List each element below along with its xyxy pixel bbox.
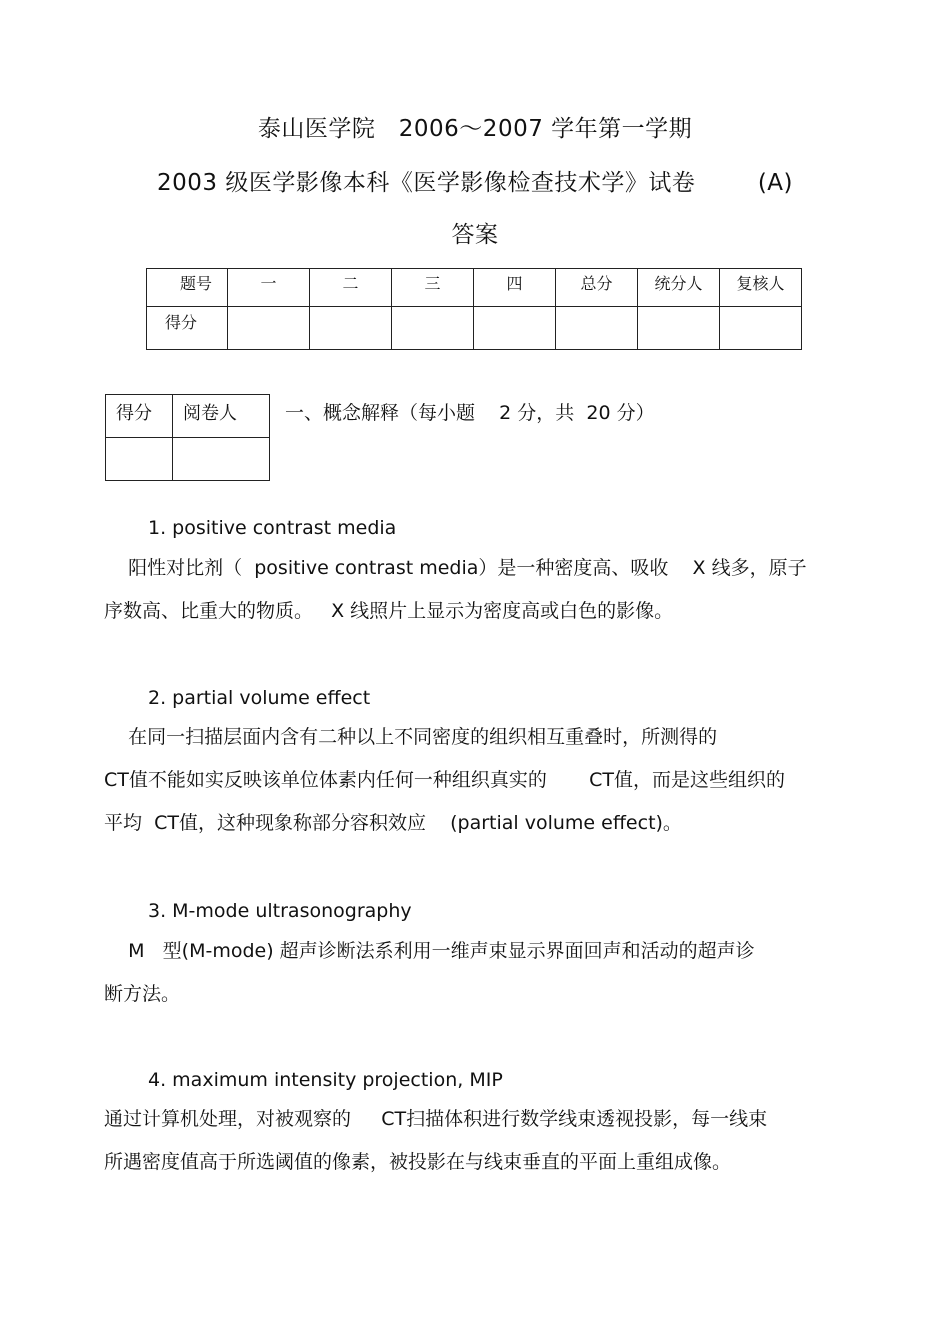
definition-line: 序数高、比重大的物质。 X 线照片上显示为密度高或白色的影像。 [104,600,674,622]
title-line-3: 答案 [451,222,499,248]
definition-line: 平均 CT值，这种现象称部分容积效应 (partial volume effect)。 [104,812,682,834]
item-term: 4. maximum intensity projection, MIP [148,1069,503,1091]
item-definition [104,1098,844,1184]
grader-score-label: 得分 [106,395,173,438]
score-cell [474,307,556,350]
item-term: 3. M-mode ultrasonography [148,900,412,922]
item-definition [104,930,844,1016]
score-header-cell: 三 [392,269,474,307]
definition-line: M 型(M-mode) 超声诊断法系利用一维声束显示界面回声和活动的超声诊 [104,940,755,962]
score-header-cell: 一 [228,269,310,307]
score-table-header-row [147,269,802,307]
score-header-cell: 统分人 [638,269,720,307]
score-cell [310,307,392,350]
score-cell [720,307,802,350]
item-term: 2. partial volume effect [148,687,371,709]
item-definition [104,716,844,845]
score-cell [556,307,638,350]
grader-score-cell [106,438,173,481]
score-cell [638,307,720,350]
score-table [146,268,802,350]
score-header-cell: 四 [474,269,556,307]
definition-line: CT值不能如实反映该单位体素内任何一种组织真实的 CT值，而是这些组织的 [104,769,786,791]
definition-line: 阳性对比剂（ positive contrast media）是一种密度高、吸收 X 线多，原子 [104,557,807,579]
score-header-cell: 二 [310,269,392,307]
score-cell [228,307,310,350]
definition-line: 通过计算机处理，对被观察的 CT扫描体积进行数学线束透视投影，每一线束 [104,1108,768,1130]
section-heading: 一、概念解释（每小题 2 分，共 20 分） [285,402,655,424]
item-term: 1. positive contrast media [148,517,397,539]
score-header-cell: 复核人 [720,269,802,307]
score-header-cell: 题号 [147,269,228,307]
title-line-1: 泰山医学院 2006～2007 学年第一学期 [257,116,693,142]
definition-line: 所遇密度值高于所选阈值的像素，被投影在与线束垂直的平面上重组成像。 [104,1151,732,1173]
grader-box [105,394,270,481]
score-cell [392,307,474,350]
item-definition [104,547,844,633]
score-table-score-row [147,307,802,350]
score-header-cell: 总分 [556,269,638,307]
grader-name-cell [173,438,270,481]
definition-line: 在同一扫描层面内含有二种以上不同密度的组织相互重叠时，所测得的 [104,726,718,748]
title-line-2: 2003 级医学影像本科《医学影像检查技术学》试卷 (A) [156,170,793,196]
grader-name-label: 阅卷人 [173,395,270,438]
score-row-label: 得分 [147,307,228,350]
definition-line: 断方法。 [104,983,181,1005]
